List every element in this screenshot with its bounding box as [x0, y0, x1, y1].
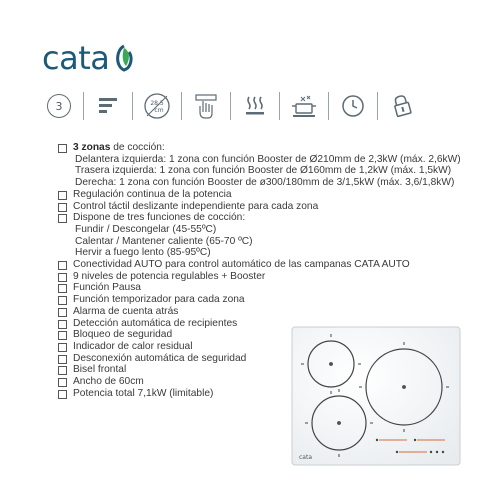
checkbox-icon	[58, 296, 67, 305]
checkbox-icon	[58, 320, 67, 329]
list-item: Hervir a fuego lento (85-95ºC)	[75, 247, 211, 259]
zones-count-label: 3	[47, 94, 71, 118]
checkbox-icon	[58, 378, 67, 387]
list-item: Bisel frontal	[58, 364, 478, 376]
list-item: Calentar / Mantener caliente (65-70 ºC)	[75, 235, 253, 247]
checkbox-icon	[58, 214, 67, 223]
list-item: Función Pausa	[58, 282, 478, 294]
icon-divider	[83, 92, 84, 120]
checkbox-icon	[58, 308, 67, 317]
hob-brand-label: cata	[299, 454, 313, 461]
icon-divider	[377, 92, 378, 120]
checkbox-icon	[58, 390, 67, 399]
icon-divider	[328, 92, 329, 120]
list-item: 9 niveles de potencia regulables + Booster	[58, 271, 478, 283]
list-item: 3 zonas de cocción:	[58, 142, 478, 154]
feature-icon-bar	[44, 88, 456, 124]
zone-size-unit: cm	[154, 107, 164, 114]
icon-divider	[181, 92, 182, 120]
touch-slider-icon	[191, 91, 221, 121]
checkbox-icon	[58, 144, 67, 153]
icon-divider	[230, 92, 231, 120]
brand-leaf-icon	[111, 40, 137, 76]
product-image	[291, 326, 461, 466]
pot-detection-icon	[289, 91, 319, 121]
checkbox-icon	[58, 261, 67, 270]
residual-heat-icon	[240, 91, 270, 121]
checkbox-icon	[58, 331, 67, 340]
checkbox-icon	[58, 284, 67, 293]
list-item: Desconexión automática de seguridad	[58, 353, 478, 365]
timer-icon	[338, 91, 368, 121]
checkbox-icon	[58, 355, 67, 364]
list-item: Derecha: 1 zona con función Booster de ø300/180mm de 3/1,5kW (máx. 3,6/1,8kW)	[75, 177, 455, 189]
list-item: Potencia total 7,1kW (limitable)	[58, 388, 478, 400]
list-item: Función temporizador para cada zona	[58, 294, 478, 306]
checkbox-icon	[58, 366, 67, 375]
list-item: Bloqueo de seguridad	[58, 329, 478, 341]
list-item: Detección automática de recipientes	[58, 318, 478, 330]
list-item: Dispone de tres funciones de cocción:	[58, 212, 478, 224]
checkbox-icon	[58, 191, 67, 200]
checkbox-icon	[58, 343, 67, 352]
power-levels-icon	[93, 91, 123, 121]
list-item: Ancho de 60cm	[58, 376, 478, 388]
icon-divider	[132, 92, 133, 120]
child-lock-icon	[387, 91, 417, 121]
brand-wordmark: cata	[42, 39, 110, 77]
list-item: Fundir / Descongelar (45-55ºC)	[75, 223, 217, 235]
icon-divider	[279, 92, 280, 120]
list-item: Indicador de calor residual	[58, 341, 478, 353]
list-item: Delantera izquierda: 1 zona con función Booster de Ø210mm de 2,3kW (máx. 2,6kW)	[75, 153, 461, 165]
list-item: Conectividad AUTO para control automático de las campanas CATA AUTO	[58, 259, 478, 271]
list-item: Regulación continua de la potencia	[58, 189, 478, 201]
zone-size-icon	[142, 91, 172, 121]
zone-size-value: 28,5	[150, 100, 164, 107]
list-item: Trasera izquierda: 1 zona con función Booster de Ø160mm de 1,2kW (máx. 1,5kW)	[75, 165, 452, 177]
zones-count-icon	[44, 91, 74, 121]
checkbox-icon	[58, 273, 67, 282]
list-item: Control táctil deslizante independiente para cada zona	[58, 201, 478, 213]
checkbox-icon	[58, 203, 67, 212]
brand-logo	[42, 38, 137, 78]
list-item: Alarma de cuenta atrás	[58, 306, 478, 318]
